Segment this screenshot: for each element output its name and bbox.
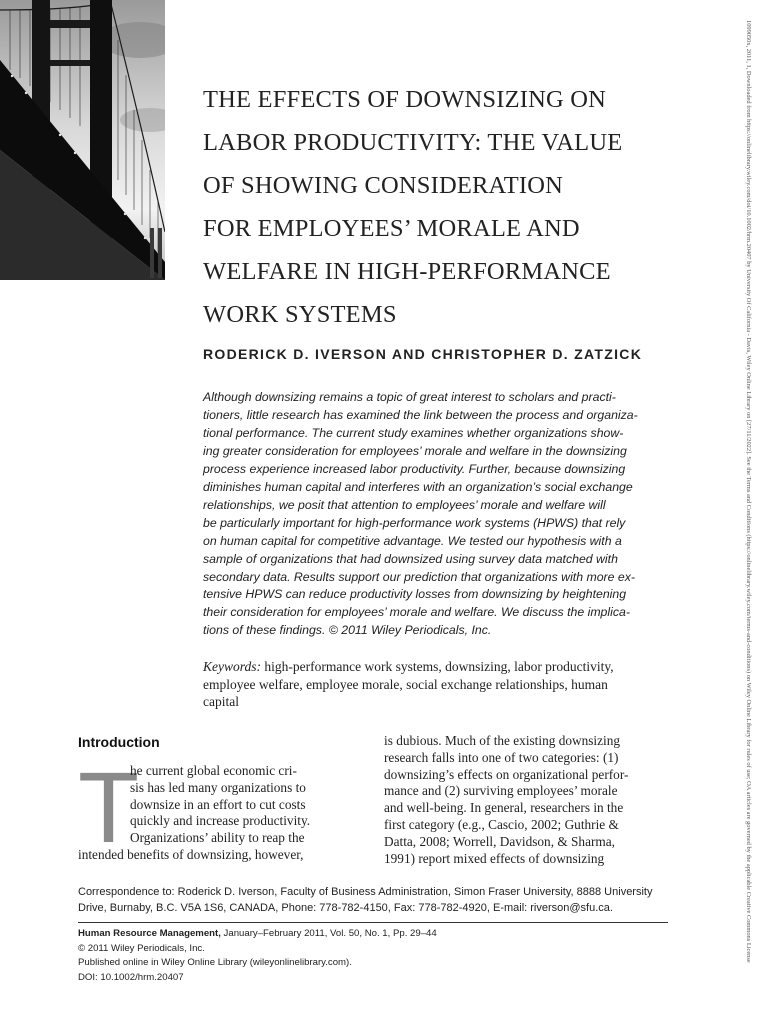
article-title — [203, 78, 683, 336]
body-line: sis has led many organizations to — [130, 779, 306, 795]
abstract-line: on human capital for competitive advantage. We tested our hypothesis with a — [203, 533, 622, 548]
doi-line: DOI: 10.1002/hrm.20407 — [78, 971, 184, 983]
article-authors: RODERICK D. IVERSON AND CHRISTOPHER D. ZATZICK — [203, 346, 643, 362]
body-line: research falls into one of two categories: (1) — [384, 749, 619, 765]
abstract-line: tioners, little research has examined the link between the process and organiza- — [203, 407, 638, 422]
journal-issue: January–February 2011, Vol. 50, No. 1, Pp. 29–44 — [220, 928, 437, 939]
published-online-line: Published online in Wiley Online Library (wileyonlinelibrary.com). — [78, 957, 352, 968]
keywords-line: capital — [203, 694, 239, 709]
copyright-line: © 2011 Wiley Periodicals, Inc. — [78, 942, 205, 954]
abstract-line: ing greater consideration for employees’ morale and welfare in the downsizing — [203, 443, 627, 458]
abstract-line: tensive HPWS can reduce productivity losses from downsizing by heightening — [203, 587, 627, 602]
body-column-right — [384, 733, 668, 867]
body-line: and well-being. In general, researchers in the — [384, 800, 624, 816]
correspondence-note — [78, 885, 678, 916]
abstract-line: relationships, we posit that attention to employees’ morale and welfare will — [203, 497, 606, 512]
keywords-text: high-performance work systems, downsizing, labor productivity, — [261, 659, 614, 674]
footer-divider — [78, 922, 668, 923]
journal-name: Human Resource Management, — [78, 928, 221, 939]
body-line: Datta, 2008; Worrell, Davidson, & Sharma, — [384, 833, 615, 849]
keywords-label: Keywords: — [203, 659, 261, 674]
keywords — [203, 658, 673, 711]
title-line: FOR EMPLOYEES’ MORALE AND — [203, 215, 580, 242]
journal-citation — [78, 927, 437, 942]
keywords-line: employee welfare, employee morale, social exchange relationships, human — [203, 676, 608, 692]
body-line: he current global economic cri- — [130, 763, 297, 778]
body-line: first category (e.g., Cascio, 2002; Guthrie & — [384, 816, 619, 832]
abstract-line: tions of these findings. © 2011 Wiley Periodicals, Inc. — [203, 623, 492, 638]
abstract-line: diminishes human capital and interferes with an organization’s social exchange — [203, 479, 633, 494]
body-line: quickly and increase productivity. — [130, 813, 311, 829]
abstract-line: be particularly important for high-performance work systems (HPWS) that rely — [203, 515, 626, 530]
correspondence-line: Drive, Burnaby, B.C. V5A 1S6, CANADA, Phone: 778-782-4150, Fax: 778-782-4920, E-mail: riverson@sfu.ca. — [78, 901, 613, 914]
drop-cap: T — [78, 752, 140, 864]
body-line: 1991) report mixed effects of downsizing — [384, 850, 605, 866]
body-line: is dubious. Much of the existing downsizing — [384, 733, 621, 748]
correspondence-line: Correspondence to: Roderick D. Iverson, Faculty of Business Administration, Simon Fraser University, 8888 University — [78, 886, 653, 898]
body-line: downsize in an effort to cut costs — [130, 796, 306, 812]
title-line: WELFARE IN HIGH-PERFORMANCE — [203, 258, 611, 285]
title-line: WORK SYSTEMS — [203, 301, 397, 328]
title-line: THE EFFECTS OF DOWNSIZING ON — [203, 86, 607, 113]
section-heading-introduction: Introduction — [78, 734, 160, 750]
abstract-line: process experience increased labor productivity. Further, because downsizing — [203, 461, 626, 476]
keywords-line — [203, 658, 673, 676]
abstract-line: Although downsizing remains a topic of great interest to scholars and practi- — [203, 390, 616, 404]
title-line: OF SHOWING CONSIDERATION — [203, 172, 564, 199]
body-line: Organizations’ ability to reap the — [130, 830, 305, 846]
body-line: mance and (2) surviving employees’ morale — [384, 783, 618, 799]
title-line: LABOR PRODUCTIVITY: THE VALUE — [203, 129, 623, 156]
publication-info — [78, 927, 437, 985]
abstract — [203, 389, 669, 640]
abstract-line: tional performance. The current study examines whether organizations show- — [203, 425, 624, 440]
cover-photo-bridge — [0, 0, 165, 280]
abstract-line: sample of organizations that had downsized using survey data matched with — [203, 551, 618, 566]
abstract-line: secondary data. Results support our prediction that organizations with more ex- — [203, 569, 635, 584]
body-line: intended benefits of downsizing, however, — [78, 846, 304, 862]
body-line: downsizing’s effects on organizational perfor- — [384, 766, 629, 782]
body-column-left — [78, 752, 362, 864]
download-notice-sidebar: 1099050x, 2011, 1, Downloaded from https://onlinelibrary.wiley.com/doi/10.1002/hrm.20407 by University Of California - Davis, Wiley Online Library on [27/11/2022]. See the Terms and Conditions (https://onlinelibrary.wiley.com/terms-and-conditions) on Wiley Online Library for rules of use; OA articles are governed by the applicable Creative Commons License — [745, 20, 752, 963]
abstract-line: their consideration for employees’ morale and welfare. We discuss the implica- — [203, 605, 630, 620]
